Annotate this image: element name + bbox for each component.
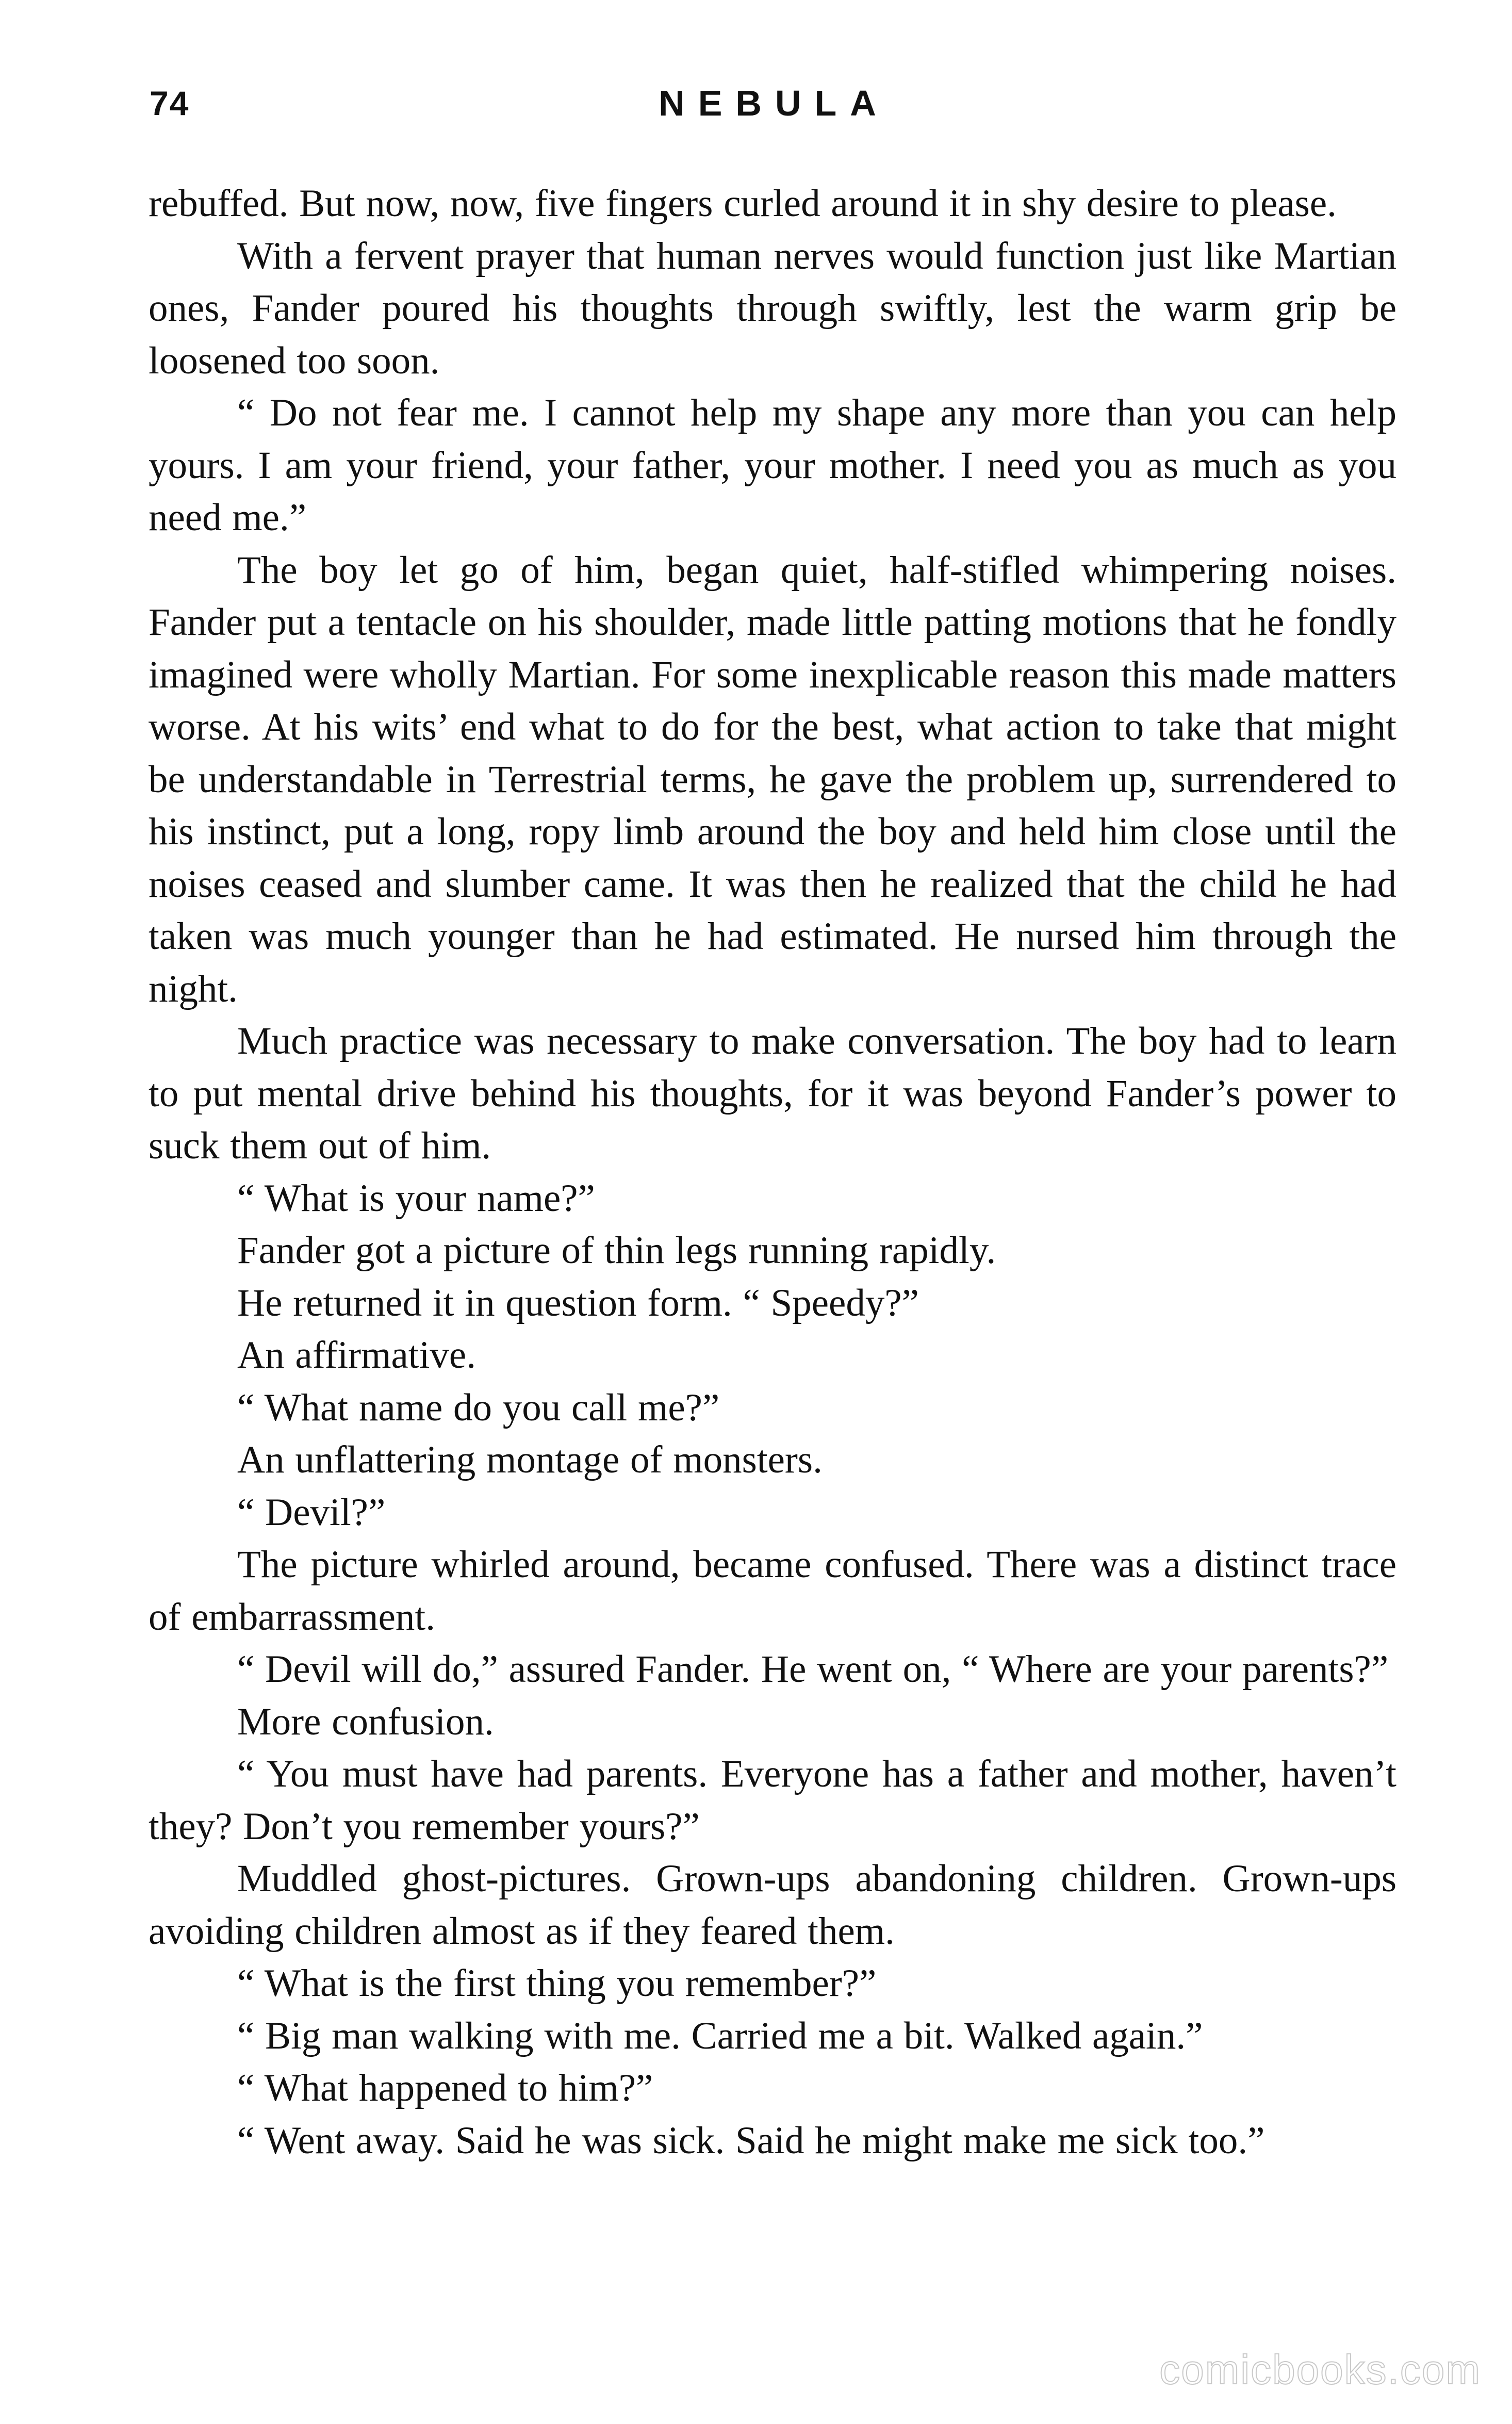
paragraph: “ What name do you call me?” [237,1386,720,1429]
paragraph: An affirmative. [237,1334,476,1377]
paragraph: With a fervent prayer that human nerves would function just like Martian ones, Fander poured his thoughts through swiftly, lest the warm grip be loosened too soon. [149,234,1396,382]
paragraph: rebuffed. But now, now, five fingers curled around it in shy desire to please. [149,182,1337,225]
paragraph: Fander got a picture of thin legs running rapidly. [237,1229,996,1272]
body-text [149,177,1396,2167]
paragraph: “ What is the first thing you remember?” [237,1962,877,2005]
paragraph: “ You must have had parents. Everyone has a father and mother, haven’t they? Don’t you remember yours?” [149,1753,1396,1848]
paragraph: “ What happened to him?” [237,2067,653,2109]
paragraph: Much practice was necessary to make conversation. The boy had to learn to put mental drive behind his thoughts, for it was beyond Fander’s power to suck them out of him. [149,1020,1396,1167]
paragraph: The boy let go of him, began quiet, half-stifled whimpering noises. Fander put a tentacle on his shoulder, made little patting motions that he fondly imagined were wholly Martian. For some inexplicable reason this made matters worse. At his wits’ end what to do for the best, what action to take that might be understandable in Terrestrial terms, he gave the problem up, surrendered to his instinct, put a long, ropy limb around the boy and held him close until the noises ceased and slumber came. It was then he realized that the child he had taken was much younger than he had estimated. He nursed him through the night. [149,548,1396,1010]
paragraph: “ Big man walking with me. Carried me a bit. Walked again.” [237,2014,1203,2057]
running-title: NEBULA [659,83,890,123]
watermark: comicbooks.com [1159,2347,1481,2393]
paragraph: “ Do not fear me. I cannot help my shape any more than you can help yours. I am your friend, your father, your mother. I need you as much as you need me.” [149,391,1396,539]
paragraph: “ Devil will do,” assured Fander. He went on, “ Where are your parents?” [237,1648,1389,1691]
paragraph: Muddled ghost-pictures. Grown-ups abandoning children. Grown-ups avoiding children almost as if they feared them. [149,1857,1396,1953]
paragraph: “ Devil?” [237,1491,386,1534]
paragraph: More confusion. [237,1700,494,1743]
page-header [150,77,1378,134]
paragraph: He returned it in question form. “ Speedy?” [237,1281,919,1324]
paragraph: The picture whirled around, became confused. There was a distinct trace of embarrassment. [149,1543,1396,1639]
page-number: 74 [150,84,190,122]
paragraph: An unflattering montage of monsters. [237,1438,823,1481]
paragraph: “ What is your name?” [237,1176,595,1220]
paragraph: “ Went away. Said he was sick. Said he might make me sick too.” [237,2119,1265,2162]
